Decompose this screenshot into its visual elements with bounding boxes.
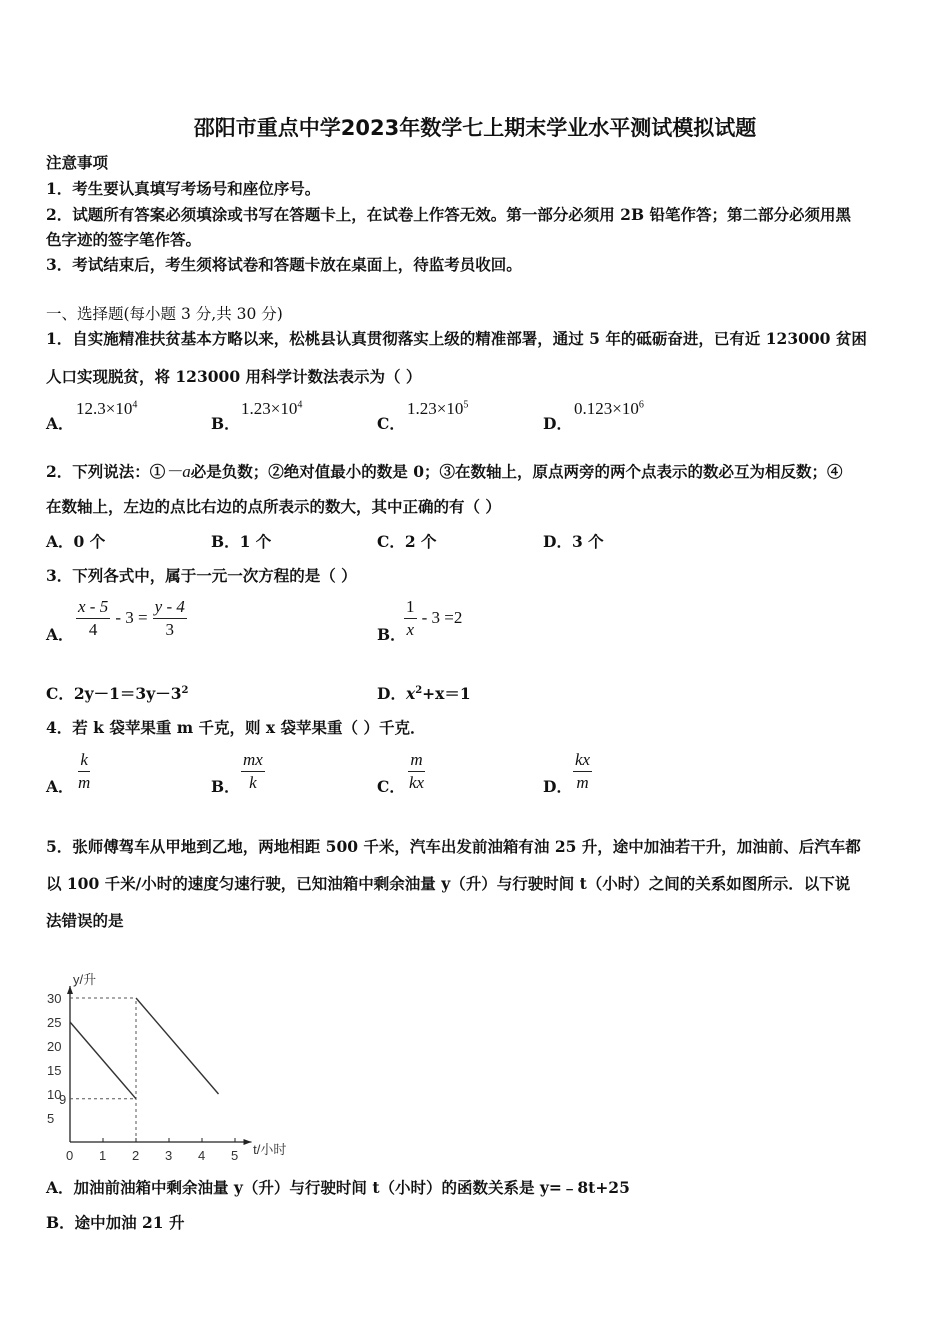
x-axis-arrow bbox=[244, 1139, 252, 1145]
question-4-stem: 4．若 k 袋苹果重 m 千克，则 x 袋苹果重（ ）千克． bbox=[46, 718, 426, 737]
section-heading: 一、选择题(每小题 3 分,共 30 分) bbox=[46, 305, 283, 323]
notice-heading: 注意事项 bbox=[46, 153, 109, 172]
series-line bbox=[136, 998, 219, 1094]
y-tick-label: 5 bbox=[47, 1111, 55, 1126]
notice-item: 2．试题所有答案必须填涂或书写在答题卡上，在试卷上作答无效。第一部分必须用 2B 铅笔作答；第二部分必须用黑 bbox=[46, 205, 851, 224]
question-2-line: 在数轴上，左边的点比右边的点所表示的数大，其中正确的有（ ） bbox=[46, 497, 501, 516]
q4-option-d-label: D． bbox=[543, 777, 572, 796]
q3-option-a-math: $\frac{x - 5}{4}$ - 3 = $\frac{y - 4}{3}$ bbox=[78, 597, 185, 639]
x-tick-label: 4 bbox=[198, 1148, 206, 1163]
question-3-stem: 3．下列各式中，属于一元一次方程的是（ ） bbox=[46, 566, 357, 585]
notice-item: 色字迹的签字笔作答。 bbox=[46, 230, 202, 249]
q1-option-c-label: C． bbox=[377, 414, 405, 433]
q2-option-d: D．3 个 bbox=[543, 532, 604, 551]
q4-option-a-label: A． bbox=[46, 777, 74, 796]
page-title: 邵阳市重点中学2023年数学七上期末学业水平测试模拟试题 bbox=[193, 116, 757, 140]
q2-option-b: B．1 个 bbox=[211, 532, 272, 551]
q4-option-d-math: $\frac{kx}{m}$ bbox=[575, 750, 591, 792]
q2-option-a: A．0 个 bbox=[46, 532, 106, 551]
q1-option-b-label: B． bbox=[211, 414, 240, 433]
y-tick-label: 25 bbox=[47, 1015, 62, 1030]
question-1-line: 人口实现脱贫，将 123000 用科学计数法表示为（ ） bbox=[46, 367, 422, 386]
q4-option-a-math: $\frac{k}{m}$ bbox=[78, 750, 91, 792]
q5-option-b: B．途中加油 21 升 bbox=[46, 1213, 185, 1232]
y-tick-label: 30 bbox=[47, 991, 62, 1006]
x-axis-label: t/小时 bbox=[253, 1142, 287, 1157]
question-5-line: 5．张师傅驾车从甲地到乙地，两地相距 500 千米，汽车出发前油箱有油 25 升，途中加油若干升，加油前、后汽车都 bbox=[46, 837, 861, 856]
q4-option-b-label: B． bbox=[211, 777, 240, 796]
neg-a-math: －a bbox=[165, 462, 191, 481]
q5-option-a: A．加油前油箱中剩余油量 y（升）与行驶时间 t（小时）的函数关系是 y=﹣8t+25 bbox=[46, 1178, 630, 1197]
q4-option-c-label: C． bbox=[377, 777, 405, 796]
q1-option-b-math: $1.23\times 10^4$ bbox=[241, 399, 303, 418]
q3-option-b-label: B． bbox=[377, 625, 406, 644]
x-tick-label: 1 bbox=[99, 1148, 107, 1163]
question-2-line: 2．下列说法：①－a必是负数；②绝对值最小的数是 0；③在数轴上，原点两旁的两个点表示的数必互为相反数；④ bbox=[46, 462, 843, 481]
question-5-line: 法错误的是 bbox=[46, 911, 124, 930]
q1-option-a-label: A． bbox=[46, 414, 74, 433]
y-tick-label: 10 bbox=[47, 1087, 62, 1102]
x-tick-label: 0 bbox=[66, 1148, 74, 1163]
q1-option-c-math: $1.23\times 10^5$ bbox=[407, 399, 469, 418]
y-tick-label: 15 bbox=[47, 1063, 62, 1078]
q1-option-d-math: $0.123\times 10^6$ bbox=[574, 399, 644, 418]
q3-option-d: D．$x^2+x=1$ bbox=[377, 684, 471, 703]
q3-option-a-label: A． bbox=[46, 625, 74, 644]
q1-option-d-label: D． bbox=[543, 414, 572, 433]
question-1-line: 1．自实施精准扶贫基本方略以来，松桃县认真贯彻落实上级的精准部署，通过 5 年的砥砺奋进，已有近 123000 贫困 bbox=[46, 329, 867, 348]
x-tick-label: 5 bbox=[231, 1148, 239, 1163]
x-tick-label: 3 bbox=[165, 1148, 173, 1163]
q4-option-c-math: $\frac{m}{kx}$ bbox=[409, 750, 425, 792]
q3-option-b-math: $\frac{1}{x}$ - 3 =2 bbox=[406, 597, 463, 639]
notice-item: 3．考试结束后，考生须将试卷和答题卡放在桌面上，待监考员收回。 bbox=[46, 255, 522, 274]
y-tick-label: 9 bbox=[59, 1091, 67, 1107]
x-tick-label: 2 bbox=[132, 1148, 140, 1163]
question-5-line: 以 100 千米/小时的速度匀速行驶，已知油箱中剩余油量 y（升）与行驶时间 t（小时）之间的关系如图所示．以下说 bbox=[46, 874, 851, 893]
notice-item: 1．考生要认真填写考场号和座位序号。 bbox=[46, 179, 321, 198]
q1-option-a-math: $12.3\times 10^4$ bbox=[76, 399, 138, 418]
q4-option-b-math: $\frac{mx}{k}$ bbox=[243, 750, 263, 792]
fuel-chart bbox=[40, 932, 310, 1168]
y-axis-label: y/升 bbox=[73, 972, 97, 987]
y-axis-arrow bbox=[67, 986, 73, 994]
q3-option-c: C．$2y-1=3y-3^2$ bbox=[46, 684, 189, 703]
q2-option-c: C．2 个 bbox=[377, 532, 437, 551]
series-line bbox=[70, 1022, 136, 1099]
y-tick-label: 20 bbox=[47, 1039, 62, 1054]
